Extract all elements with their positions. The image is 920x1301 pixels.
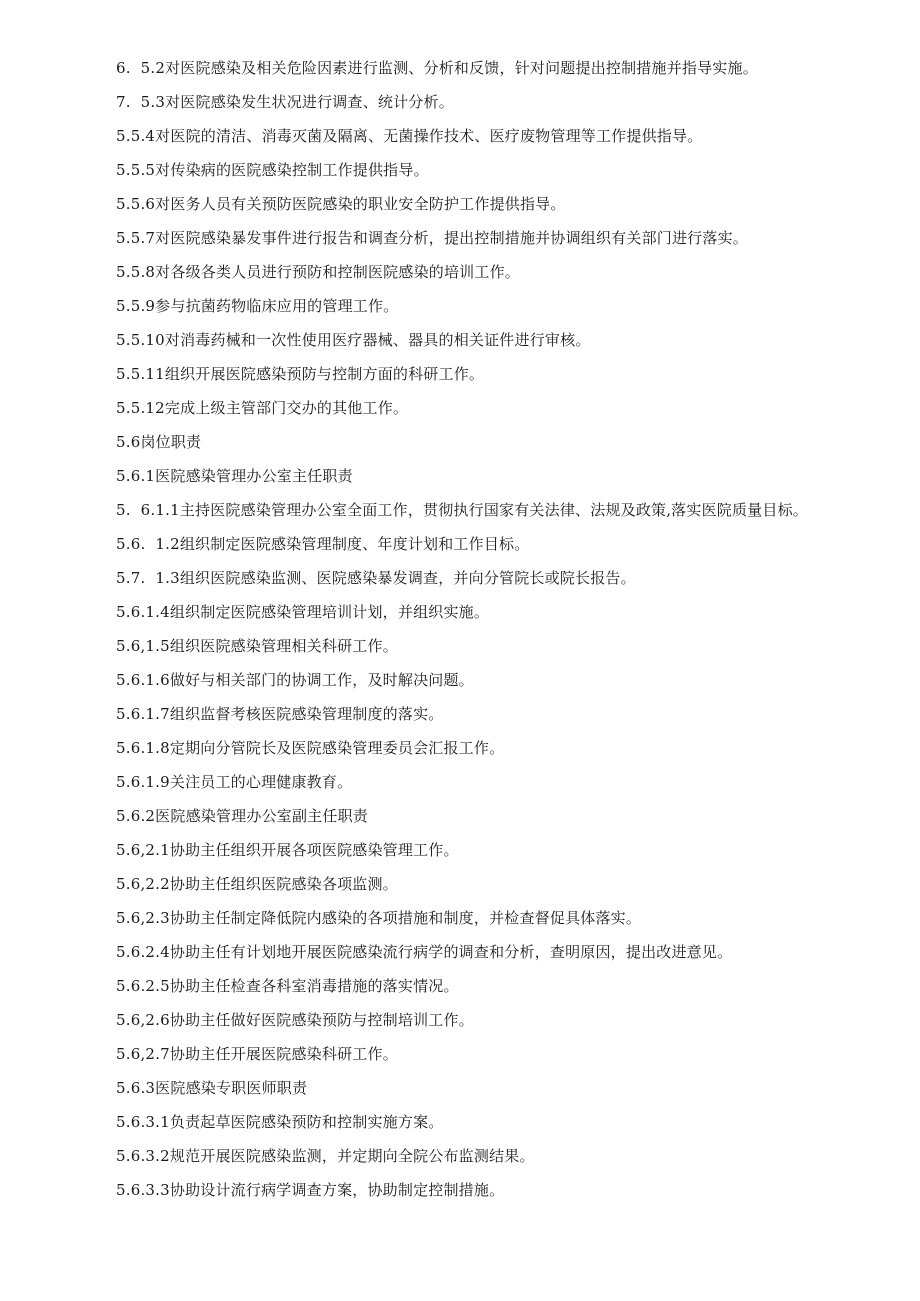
- document-body: [116, 58, 896, 1214]
- text-line: 5.6,2.3协助主任制定降低院内感染的各项措施和制度，并检查督促具体落实。: [116, 909, 642, 927]
- text-line: 5.6.1.8定期向分管院长及医院感染管理委员会汇报工作。: [116, 739, 505, 757]
- text-line: 5.6,1.5组织医院感染管理相关科研工作。: [116, 637, 398, 655]
- subsection-heading: 5.6.2医院感染管理办公室副主任职责: [116, 807, 368, 825]
- text-line: 5.6.2.4协助主任有计划地开展医院感染流行病学的调查和分析，查明原因，提出改进意见。: [116, 943, 733, 961]
- text-line: 5.6,2.7协助主任开展医院感染科研工作。: [116, 1045, 398, 1063]
- text-line: 6. 5.2对医院感染及相关危险因素进行监测、分析和反馈，针对问题提出控制措施并指导实施。: [116, 59, 758, 77]
- text-line: 5.6.3.1负责起草医院感染预防和控制实施方案。: [116, 1113, 444, 1131]
- section-heading: 5.6岗位职责: [116, 433, 202, 451]
- text-line: 5.5.11组织开展医院感染预防与控制方面的科研工作。: [116, 365, 485, 383]
- text-line: 5.6.1.9关注员工的心理健康教育。: [116, 773, 353, 791]
- text-line: 5.5.8对各级各类人员进行预防和控制医院感染的培训工作。: [116, 263, 520, 281]
- text-line: 5.5.12完成上级主管部门交办的其他工作。: [116, 399, 409, 417]
- text-line: 5.6,2.6协助主任做好医院感染预防与控制培训工作。: [116, 1011, 474, 1029]
- text-line: 5.6.1.7组织监督考核医院感染管理制度的落实。: [116, 705, 444, 723]
- text-line: 5.6. 1.2组织制定医院感染管理制度、年度计划和工作目标。: [116, 535, 530, 553]
- subsection-heading: 5.6.3医院感染专职医师职责: [116, 1079, 308, 1097]
- text-line: 5.5.10对消毒药械和一次性使用医疗器械、器具的相关证件进行审核。: [116, 331, 591, 349]
- subsection-heading: 5.6.1医院感染管理办公室主任职责: [116, 467, 353, 485]
- text-line: 7. 5.3对医院感染发生状况进行调查、统计分析。: [116, 93, 454, 111]
- text-line: 5.6.1.4组织制定医院感染管理培训计划，并组织实施。: [116, 603, 490, 621]
- text-line: 5.5.7对医院感染暴发事件进行报告和调查分析，提出控制措施并协调组织有关部门进行落实。: [116, 229, 748, 247]
- text-line: 5.6.3.3协助设计流行病学调查方案，协助制定控制措施。: [116, 1181, 505, 1199]
- text-line: 5.5.6对医务人员有关预防医院感染的职业安全防护工作提供指导。: [116, 195, 566, 213]
- text-line: 5.7. 1.3组织医院感染监测、医院感染暴发调查，并向分管院长或院长报告。: [116, 569, 636, 587]
- text-line: 5.6.2.5协助主任检查各科室消毒措施的落实情况。: [116, 977, 459, 995]
- text-line: 5.6.3.2规范开展医院感染监测，并定期向全院公布监测结果。: [116, 1147, 535, 1165]
- text-line: 5.5.4对医院的清洁、消毒灭菌及隔离、无菌操作技术、医疗废物管理等工作提供指导。: [116, 127, 703, 145]
- text-line: 5.5.9参与抗菌药物临床应用的管理工作。: [116, 297, 399, 315]
- text-line: 5.5.5对传染病的医院感染控制工作提供指导。: [116, 161, 429, 179]
- text-line: 5.6.1.6做好与相关部门的协调工作，及时解决问题。: [116, 671, 474, 689]
- text-line: 5.6,2.2协助主任组织医院感染各项监测。: [116, 875, 398, 893]
- text-line: 5.6,2.1协助主任组织开展各项医院感染管理工作。: [116, 841, 459, 859]
- text-line: 5. 6.1.1主持医院感染管理办公室全面工作，贯彻执行国家有关法律、法规及政策,落实医院质量目标。: [116, 501, 808, 519]
